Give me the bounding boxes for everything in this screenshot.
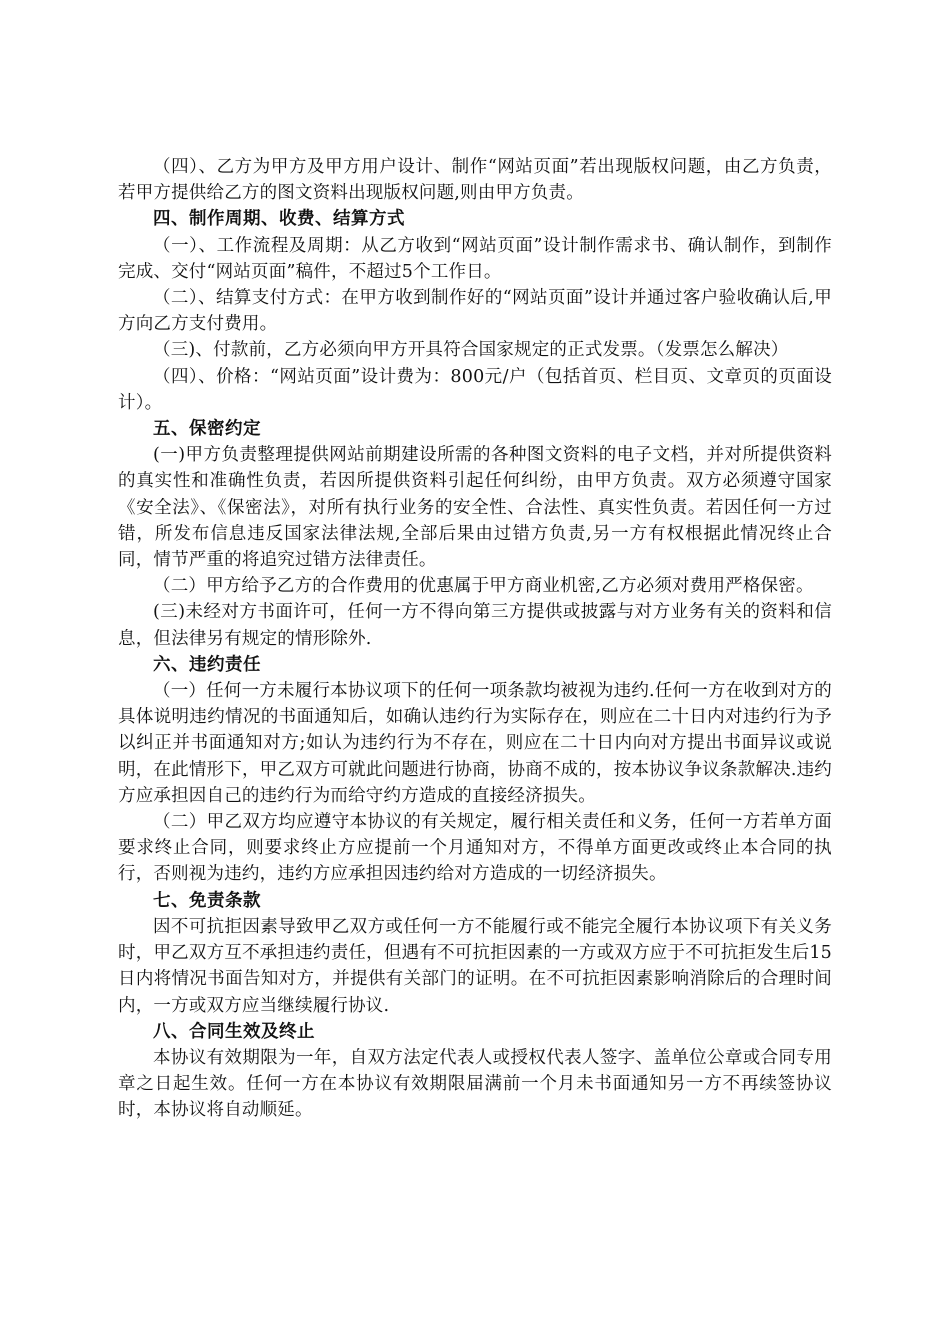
clause-4-item-4: （四）、价格：“网站页面”设计费为：800元/户（包括首页、栏目页、文章页的页面设计）。 [118, 366, 832, 413]
clause-4-item-1: （一）、工作流程及周期：从乙方收到“网站页面”设计制作需求书、确认制作，到制作完成、交付“网站页面”稿件，不超过5个工作日。 [118, 235, 832, 282]
section-5-heading: 五、保密约定 [153, 419, 261, 440]
clause-4-item-2: （二）、结算支付方式：在甲方收到制作好的“网站页面”设计并通过客户验收确认后,甲方向乙方支付费用。 [118, 288, 832, 335]
clause-6-item-2: （二）甲乙双方均应遵守本协议的有关规定，履行相关责任和义务，任何一方若单方面要求终止合同，则要求终止方应提前一个月通知对方，不得单方面更改或终止本合同的执行，否则视为违约，违约方应承担因违约给对方造成的一切经济损失。 [118, 812, 832, 885]
section-4-heading: 四、制作周期、收费、结算方式 [153, 209, 405, 230]
section-7-heading: 七、免责条款 [153, 890, 261, 911]
clause-5-item-3: (三)未经对方书面许可，任何一方不得向第三方提供或披露与对方业务有关的资料和信息，但法律另有规定的情形除外. [118, 602, 832, 649]
section-8-heading: 八、合同生效及终止 [153, 1021, 315, 1042]
document-page [118, 154, 832, 1124]
clause-5-item-2: （二）甲方给予乙方的合作费用的优惠属于甲方商业机密,乙方必须对费用严格保密。 [153, 576, 814, 597]
clause-8-body: 本协议有效期限为一年，自双方法定代表人或授权代表人签字、盖单位公章或合同专用章之日起生效。任何一方在本协议有效期限届满前一个月未书面通知另一方不再续签协议时，本协议将自动顺延。 [118, 1047, 832, 1121]
clause-3-item-4: （四）、乙方为甲方及甲方用户设计、制作“网站页面”若出现版权问题，由乙方负责，若甲方提供给乙方的图文资料出现版权问题,则由甲方负责。 [118, 157, 832, 204]
clause-5-item-1: (一)甲方负责整理提供网站前期建设所需的各种图文资料的电子文档，并对所提供资料的真实性和准确性负责，若因所提供资料引起任何纠纷，由甲方负责。双方必须遵守国家《安全法》、《保密法》，对所有执行业务的安全性、合法性、真实性负责。若因任何一方过错，所发布信息违反国家法律法规,全部后果由过错方负责,另一方有权根据此情况终止合同，情节严重的将追究过错方法律责任。 [118, 445, 832, 571]
clause-7-body: 因不可抗拒因素导致甲乙双方或任何一方不能履行或不能完全履行本协议项下有关义务时，甲乙双方互不承担违约责任，但遇有不可抗拒因素的一方或双方应于不可抗拒发生后15日内将情况书面告知对方，并提供有关部门的证明。在不可抗拒因素影响消除后的合理时间内，一方或双方应当继续履行协议. [118, 916, 832, 1016]
clause-4-item-3: （三)、付款前，乙方必须向甲方开具符合国家规定的正式发票。（发票怎么解决） [153, 340, 789, 361]
clause-6-item-1: （一）任何一方未履行本协议项下的任何一项条款均被视为违约.任何一方在收到对方的具体说明违约情况的书面通知后，如确认违约行为实际存在，则应在二十日内对违约行为予以纠正并书面通知对方;如认为违约行为不存在，则应在二十日内向对方提出书面异议或说明，在此情形下，甲乙双方可就此问题进行协商，协商不成的，按本协议争议条款解决.违约方应承担因自己的违约行为而给守约方造成的直接经济损失。 [118, 681, 832, 806]
section-6-heading: 六、违约责任 [153, 654, 261, 675]
